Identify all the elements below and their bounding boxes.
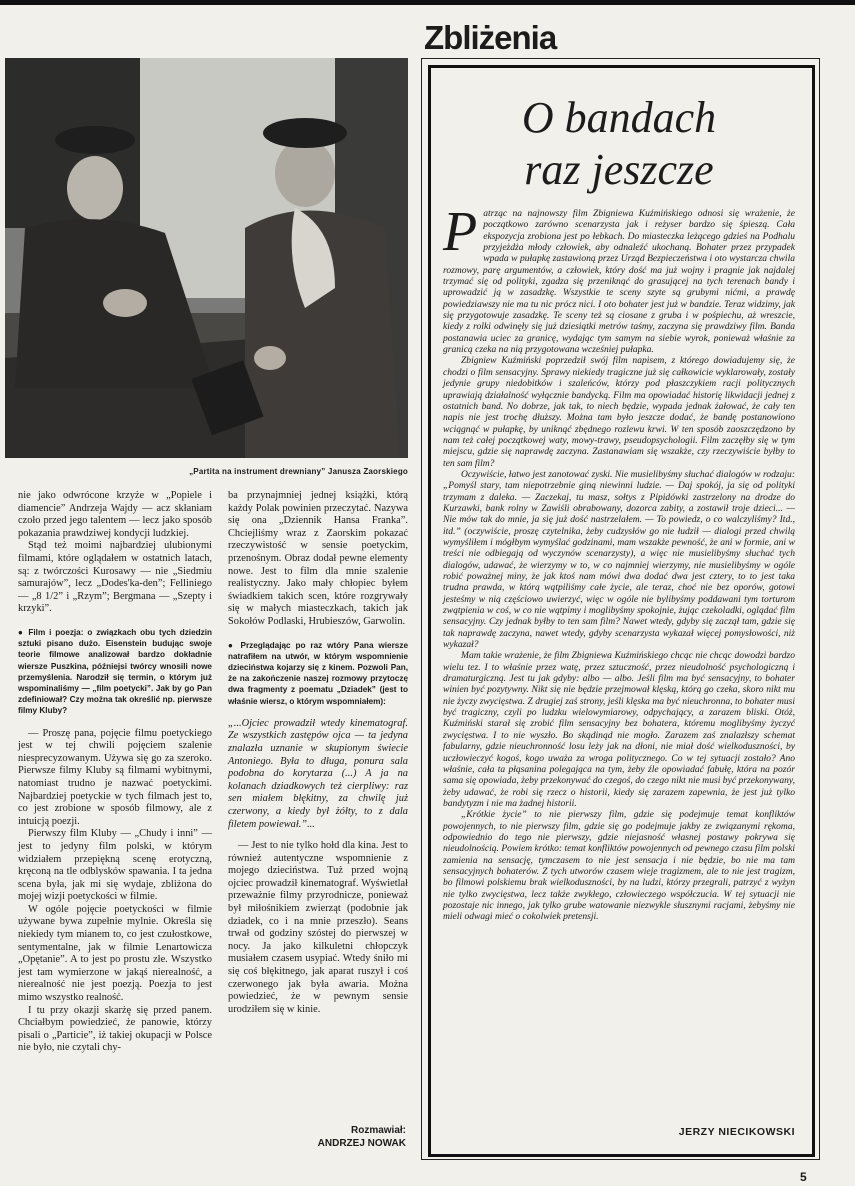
poem-quote: „...Ojciec prowadził wtedy kinematograf. Ze wszystkich zastępów ojca — ta jedyna znalazła uznanie w skupionym świecie Antoniego. Była to długa, ponura sala podobna do korytarza (...) A ja na kolanach dziadkowych też cierpliwy: raz sen miałem błękitny, za chwilę już czerwony, a kiedy był żółty, to z dala filetem powiewał.”... [228,717,408,830]
interview-column-1 [18,490,212,1055]
article-paragraph: Oczywiście, łatwo jest zanotować zyski. Nie musielibyśmy słuchać dialogów w rodzaju: „Pomyśl stary, tam niepotrzebnie giną niewinni ludzie. — Daj spokój, ja się od polityki trzymam z daleka. — Zaczekaj, tu masz, sołtys z Pipidówki zastrzelony na drodze do Kurzawki, bank rolny w Zawiśli obrabowany, dozorca zabity, a zostawił troje dzieci... — Nie mów tak do mnie, ja się już dość nastrzelałem. — To powiedz, o co walczyliśmy? Itd., itd.” (oczywiście, proszę czytelnika, żeby cudzysłów go nie łudził — dialogi przed chwilą wymyśliłem i mógłbym wymyślać godzinami, mam wszakże pewność, że ani w formie, ani w treści nie odbiegają od wyczynów scenarzysty), a więc nie musielibyśmy słuchać tych dialogów, udawać, że wierzymy w to, w co najmniej wierzymy, nie musielibyśmy w ogóle robić poważnej miny, że jak ktoś nam mówi dwa dodać dwa jest cztery, to to jest taka trudna prawda, w którą wątpiliśmy całe życie, ale teraz, choć nie bez oporów, gotowi jesteśmy w nią częściowo uwierzyć, więc w ogóle nie bylibyśmy poddawani tym torturom zwątpienia w coś, w co nie wątpimy i moglibyśmy spokojnie, żując czekoladki, oglądać film sensacyjny. Czy jednak byłby to ten sam film? Nawet wtedy, gdyby się zaczął tam, gdzie się tak naprawdę zaczyna, nawet wtedy, gdyby scenarzysta wykazał więcej pomysłowości, niż wykazał? [443,468,795,651]
interview-paragraph: — Proszę pana, pojęcie filmu poetyckiego jest w tej chwili pojęciem szalenie niesprecyzowanym. Używa się go za szeroko. Pierwsze filmy Kluby są filmami wybitnymi, natomiast trudno je nazwać poetyckimi. Najbardziej poetyckie w tych filmach jest to, co jest zrobione w sposób filmowy, ale z intuicją poezji. [18,727,212,827]
film-still-photo [5,58,408,458]
section-title: Zbliżenia [424,19,557,56]
interview-column-2 [228,490,408,1016]
headline-line-2: raz jeszcze [524,145,714,194]
article-paragraph: Zbigniew Kuźmiński poprzedził swój film napisem, z którego dowiadujemy się, że chodzi o film sensacyjny. Sprawy niekiedy tragiczne już się całkowicie wyklarowały, zostały jedynie grupy niedobitków i szaleńców, którzy pod płaszczykiem racji politycznych uprawiają działalność wyłącznie bandycką. Film ma opowiadać historię likwidacji jednej z ostatnich band. No dobrze, jak tak, to niech będzie, wypada jednak żałować, że cały ten napis nie jest trochę dłuższy. Można tam było jeszcze dodać, że bandę postanowiono wciągnąć w pułapkę, by uniknąć zbędnego rozlewu krwi. W ten sposób zaoszczędzono by nam też całej początkowej waty, mowy-trawy, pseudopsychologii. Film zaczęłby się w tym miejscu, gdzie się naprawdę zaczyna. Zastanawiam się wszakże, czy rzeczywiście byłby to ten sam film? [443,355,795,469]
interview-paragraph: W ogóle pojęcie poetyckości w filmie używane bywa zupełnie mylnie. Określa się niekiedy tym mianem to, co jest czułostkowe, sentymentalne, jak w filmie Lenartowicza „Opętanie”. A to jest po prostu złe. Wszystko jest tam wymierzone w jakąś nierealność, a nierealność nie jest poezją. Poezja to jest mimo wszystko realność. [18,903,212,1004]
interview-paragraph: Stąd też moimi najbardziej ulubionymi filmami, które oglądałem w ostatnich latach, są: z twórczości Kurosawy — nie „Siedmiu samurajów”, lecz „Dodes'ka-den”; Felliniego — „8 1/2” i „Rzym”; Bergmana — „Szepty i krzyki”. [18,540,212,615]
photo-caption: „Partita na instrument drewniany” Janusza Zaorskiego [189,467,408,476]
interview-paragraph: I tu przy okazji skarżę się przed panem. Chciałbym powiedzieć, że panowie, którzy pisali o „Particie”, iż takiej okupacji w Polsce nie było, nie czytali chy- [18,1004,212,1054]
article-body [443,201,795,923]
article-headline [430,92,808,196]
page-number: 5 [800,1170,807,1184]
interviewer-name: ANDRZEJ NOWAK [317,1138,406,1149]
interview-paragraph: — Jest to nie tylko hołd dla kina. Jest to również autentyczne wspomnienie z mojego dzieciństwa. Tuż przed wojną ojciec prowadził kinematograf. Wyświetlał przeważnie filmy przyrodnicze, ponieważ był miłośnikiem zwierząt (podobnie jak dziadek, co i na mnie przeszło). Seans trwał od godziny szóstej do pierwszej w nocy. Ja jako kilkuletni chłopczyk musiałem czasem usypiać. Wtedy śniło mi się coś błękitnego, jak aparat ruszył i coś czerwonego jak była awaria. Można powiedzieć, że w pewnym sensie urodziłem się w kinie. [228,840,408,1015]
article-author: JERZY NIECIKOWSKI [678,1126,795,1138]
interview-paragraph: nie jako odwrócone krzyże w „Popiele i diamencie” Andrzeja Wajdy — acz skłaniam czoło przed jego talentem — lecz jako sposób pokazania prawdziwej kondycji ludzkiej. [18,490,212,539]
interview-question: ● Przeglądając po raz wtóry Pana wiersze natrafiłem na utwór, w którym wspomnienie dzieciństwa kojarzy się z kinem. Pozwoli Pan, że na zakończenie naszej rozmowy przytoczę dwa fragmenty z poematu „Dziadek” (jest to właśnie wiersz, o którym wspomniałem): [228,640,408,706]
interview-question: ● Film i poezja: o związkach obu tych dziedzin sztuki pisano dużo. Eisenstein budując swoje teorie filmowe analizował bardzo dokładnie wiersze Puszkina, późniejsi twórcy wnosili nowe przemyślenia. Narodził się termin, o którym już wspominaliśmy — „film poetycki”. Jak by go Pan zdefiniował? Czy można tak określić np. pierwsze filmy Kluby? [18,627,212,716]
headline-line-1: O bandach [521,93,717,142]
interviewer-credit [228,1124,406,1150]
interview-paragraph: Pierwszy film Kluby — „Chudy i inni” — jest to jedyny film polski, w którym widziałem przepiękną scenę erotyczną, kręconą na tle odblysków spawania. I ta jedna scena była, jak mi się wydaje, zbliżona do mojej wizji poetyckości w filmie. [18,828,212,903]
interview-paragraph: ba przynajmniej jednej książki, którą każdy Polak powinien przeczytać. Nazywa się ona „Dziennik Hansa Franka”. Chciejliśmy wraz z Zaorskim pokazać rzeczywistość w sensie poetyckim, przenośnym. Obraz dodał pewne elementy nowe. Jest to film dla mnie szalenie realistyczny. Jako mały chłopiec byłem świadkiem takich scen, które rozgrywały się w małych miasteczkach, takich jak Sokołów Podlaski, Hrubieszów, Garwolin. [228,490,408,627]
drop-cap: P [443,201,478,263]
interviewer-label: Rozmawiał: [350,1125,406,1136]
article-paragraph: Patrząc na najnowszy film Zbigniewa Kuźmińskiego odnosi się wrażenie, że początkowo zarówno scenarzysta jak i reżyser bardzo się śpieszą. Cała ekspozycja zrobiona jest po łebkach. Do miasteczka leżącego gdzieś na Podhalu przyjeżdża młody człowiek, aby odnaleźć ukochaną. Bohater przez przypadek wpada w pułapkę zastawioną przez Urząd Bezpieczeństwa i oto wystarcza chwila rozmowy, parę argumentów, a człowiek, który dość ma już wojny i pragnie jak najdalej trzymać się od polityki, zgadza się przeniknąć do grasującej na tych terenach bandy i uprowadzić ją w zasadzkę. Wszystkie te sceny szyte są grubymi nićmi, a prawdę powiedziawszy nie ma tu nic prócz nici. I oto bohater jest już w bandzie. Teraz widzimy, jak się przygotowuje zasadzkę. Te sceny też są ciosane z gruba i w pośpiechu, aż wreszcie, kiedy z rolki odwinęły się już dziesiątki metrów taśmy, zaczyna się prawdziwy film. Banda postanawia uciec za granicę, wydając tym samym na siebie wyrok, ponieważ właśnie za granicą czeka na nią przygotowana wcześniej pułapka. [443,201,795,356]
article-paragraph: „Krótkie życie” to nie pierwszy film, gdzie się podejmuje temat konfliktów powojennych, to nie pierwszy film, gdzie się go podejmuje jakby ze związanymi rękoma, odpowiednio do tego nie pierwszy, gdzie niejasność własnej postawy pokrywa się nieudolnością. Powiem krótko: temat konfliktów powojennych od pewnego czasu film polski zamienia na sensację, tymczasem to nie jest sensacja i nie będzie, bo nie ma tam sensacyjnych bohaterów. Z tych utworów czasem wieje tragizmem, ale to nie jest tragizm, bo filmowi polskiemu brak wielkoduszności, by na ludzi, którzy przegrali, patrzyć z wyżyn nie tylko zwycięstwa, lecz także zwykłego, człowieczego współczucia. W tej sytuacji nie pozostaje nic innego, jak tylko grube watowanie niezwykle słusznymi racjami, żebyśmy nie mieli odwagi mieć o cokolwiek pretensji. [443,809,795,923]
top-rule [0,0,855,5]
article-paragraph: Mam takie wrażenie, że film Zbigniewa Kuźmińskiego chcąc nie chcąc dowodzi bardzo wielu tez. I to właśnie przez watę, przez sztuczność, przez nieudolność psychologiczną i dramaturgiczną. Jest tu jak gdyby: albo — albo. Jeśli film ma być sensacyjny, to bohater winien być pozytywny. Nikt się nie będzie przejmował klęską, którą go czeka, skoro nikt mu nie życzy zwycięstwa. Z drugiej zaś strony, jeśli klęska ma być nieuchronna, to bohater musi być tragiczny, czyli po ludzku wielowymiarowy, odpychający, a zarazem bliski. Otóż, Kuźmiński starał się zrobić film sensacyjny bez bohatera, któremu moglibyśmy życzyć zwycięstwa. I to nie wyszło. Bo skądinąd nie mogło. Zarazem zaś znalazłszy schemat fabularny, gdzie nieuchronność losu leży jak na dłoni, nie miał dość wielkoduszności, by uczłowieczyć kogoś, kogo uważa za wroga politycznego. Co w tej sytuacji zostało? Ano właśnie, cała ta płąsanina polegająca na tym, żeby źle opowiadać fabułę, która na pozór sama się opowiada, żeby przekonywać do czegoś, do czego nikt nie musi być przekonywany, żeby udawać, że robi się rzecz o historii, kiedy się zarazem zapewnia, że jest już tylko bandytyzm i nie ma żadnej historii. [443,650,795,809]
